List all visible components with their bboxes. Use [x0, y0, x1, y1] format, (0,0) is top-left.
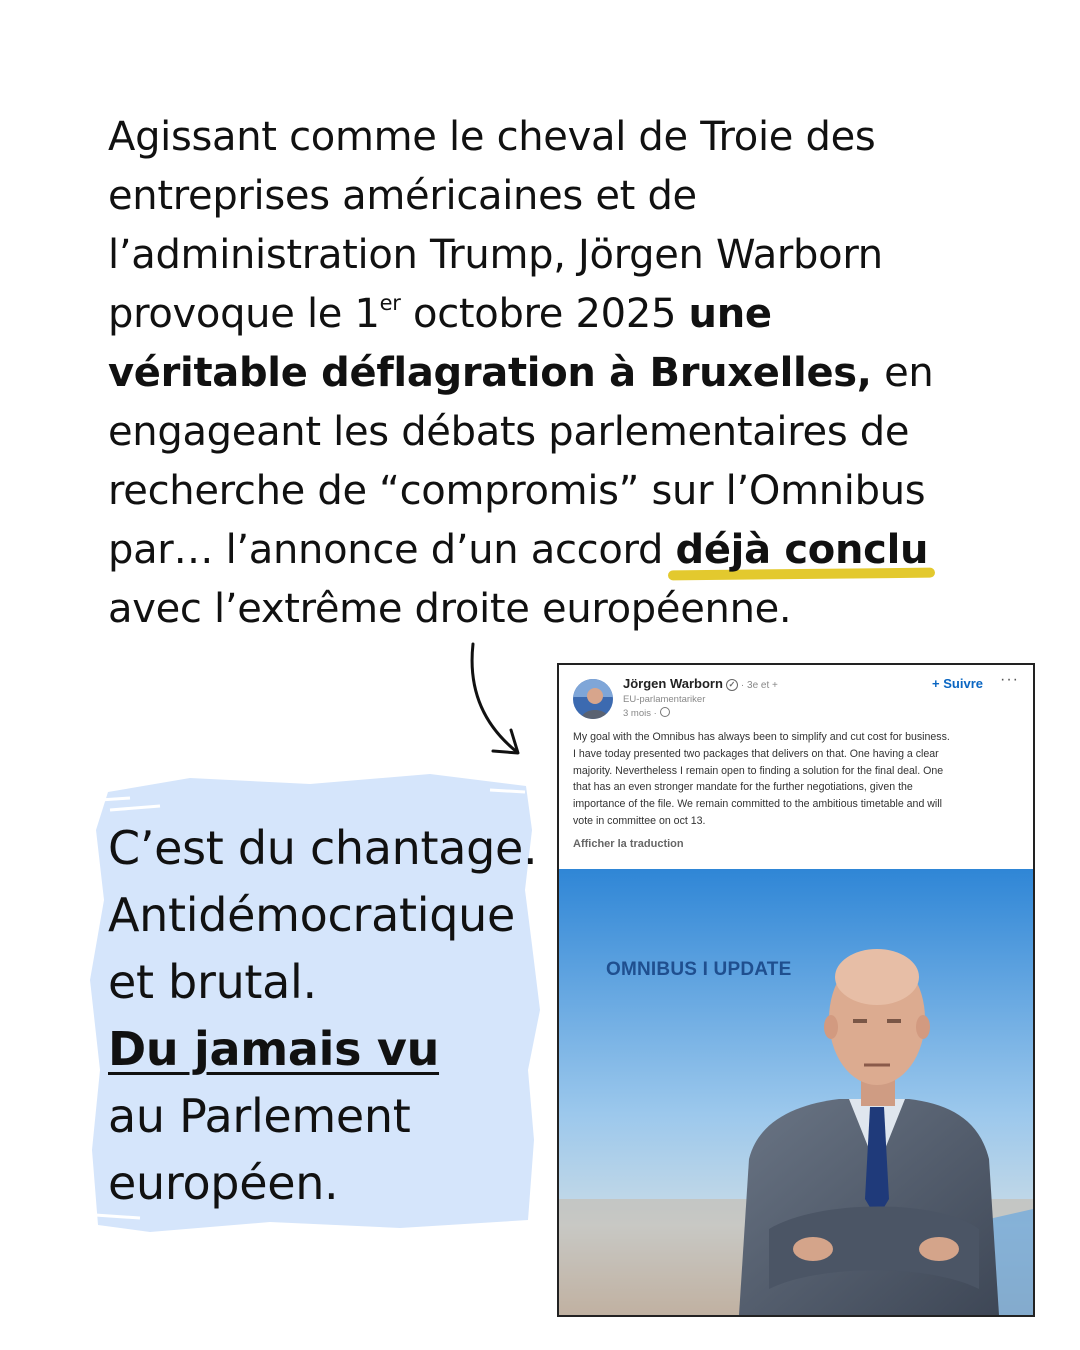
author-role: EU-parlamentariker — [623, 694, 706, 705]
intro-line — [108, 521, 968, 580]
intro-line: avec l’extrême droite européenne. — [108, 586, 792, 632]
intro-text: en — [871, 350, 934, 396]
quote-line: européen. — [108, 1156, 339, 1210]
post-text-line: majority. Nevertheless I remain open to finding a solution for the final deal. One — [573, 764, 944, 777]
connection-degree: · 3e et + — [740, 680, 778, 691]
linkedin-post-screenshot — [557, 663, 1035, 1317]
intro-bold-text: véritable déflagration à Bruxelles, — [108, 350, 872, 396]
post-body — [559, 729, 1033, 830]
author-name: Jörgen Warborn — [623, 676, 723, 691]
post-text-line: importance of the file. We remain committed to the ambitious timetable and will — [573, 798, 942, 811]
curved-arrow-icon — [455, 640, 535, 765]
post-text-line: My goal with the Omnibus has always been to simplify and cut cost for business. — [573, 731, 950, 743]
quote-line: Antidémocratique — [108, 888, 515, 942]
intro-line: Agissant comme le cheval de Troie des — [108, 114, 876, 160]
post-author[interactable] — [623, 676, 778, 691]
intro-line: l’administration Trump, Jörgen Warborn — [108, 232, 883, 278]
avatar-portrait — [573, 679, 613, 719]
post-image[interactable] — [559, 869, 1033, 1315]
ordinal-suffix: er — [379, 291, 401, 315]
post-time — [623, 707, 670, 719]
follow-button[interactable]: + Suivre — [932, 676, 983, 691]
intro-bold-text: une — [688, 291, 772, 337]
post-text-line: vote in committee on oct 13. — [573, 814, 706, 827]
show-translation-link[interactable]: Afficher la traduction — [573, 837, 684, 850]
image-caption: OMNIBUS I UPDATE — [606, 959, 792, 980]
intro-line: entreprises américaines et de — [108, 173, 697, 219]
intro-text: provoque le 1 — [108, 291, 380, 337]
intro-text: par… l’annonce d’un accord — [108, 527, 676, 573]
globe-icon — [660, 707, 670, 717]
highlighted-text: déjà conclu — [676, 521, 929, 580]
intro-paragraph — [108, 108, 968, 639]
intro-text: octobre 2025 — [400, 291, 689, 337]
intro-line: recherche de “compromis” sur l’Omnibus — [108, 468, 926, 514]
intro-line: engageant les débats parlementaires de — [108, 409, 910, 455]
post-time-text: 3 mois · — [623, 708, 657, 719]
verified-icon: ✓ — [726, 679, 738, 691]
quote-block — [108, 815, 548, 1217]
intro-line — [108, 285, 968, 344]
quote-line: au Parlement — [108, 1089, 411, 1143]
quote-emphasis: Du jamais vu — [108, 1022, 440, 1076]
quote-line: et brutal. — [108, 955, 317, 1009]
post-text-line: that has an even stronger mandate for the further negotiations, given the — [573, 781, 913, 794]
post-photo — [559, 869, 1033, 1315]
more-options-icon[interactable]: ··· — [1000, 671, 1019, 688]
intro-line — [108, 344, 968, 403]
quote-line: C’est du chantage. — [108, 821, 538, 875]
post-text-line: I have today presented two packages that delivers on that. One having a clear — [573, 747, 939, 760]
avatar[interactable] — [573, 679, 613, 719]
post-header — [559, 665, 1033, 727]
